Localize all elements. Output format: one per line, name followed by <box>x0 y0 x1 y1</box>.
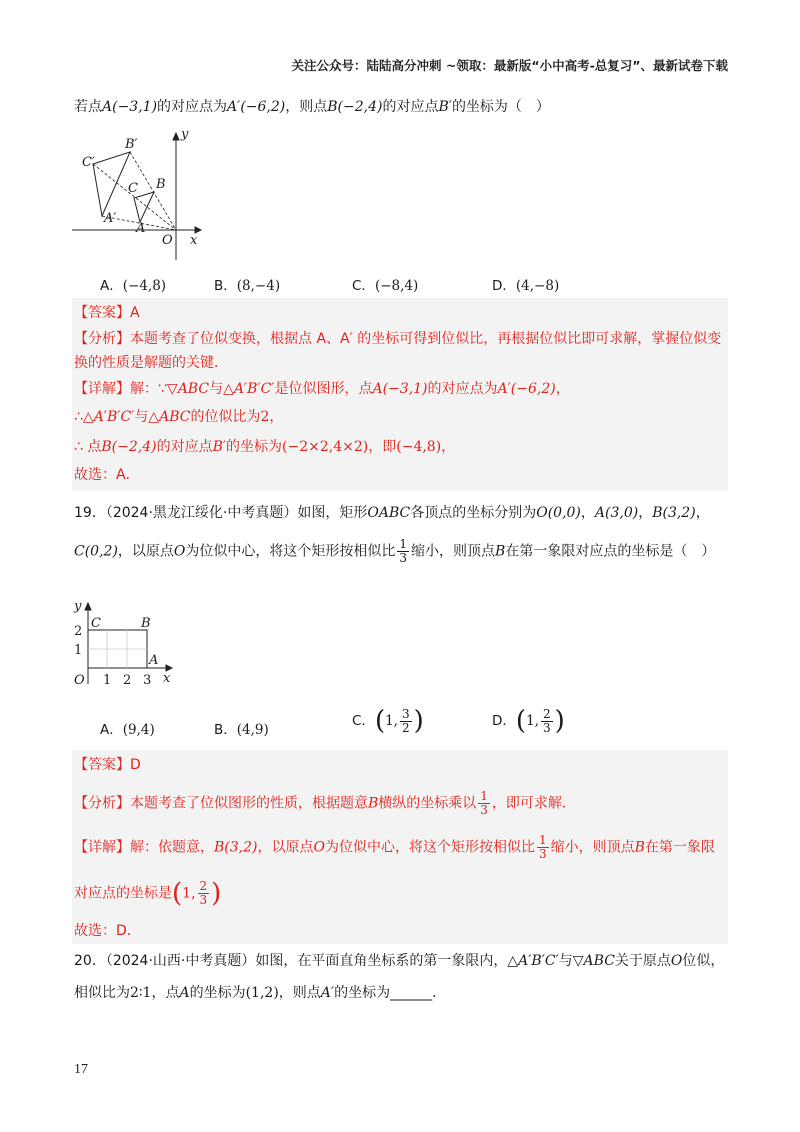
frac-num: 1 <box>538 833 547 847</box>
frac-num: 1 <box>480 789 488 803</box>
frac-num: 2 <box>542 706 551 721</box>
q19-choose: 故选：D． <box>74 923 141 939</box>
text: 故选： <box>74 467 116 483</box>
text: 与 <box>134 409 149 425</box>
q18-detail-line2 <box>74 406 728 428</box>
math: A(3,0) <box>594 505 639 521</box>
option-value: (−8,4) <box>374 278 419 294</box>
option-value: (8,−4) <box>236 278 281 294</box>
text: 的位似比为 <box>190 409 261 425</box>
text: ，即 <box>368 439 397 455</box>
q18-detail-line3 <box>74 436 728 458</box>
text: ∴ <box>74 409 83 425</box>
option-value: (9,4) <box>122 722 155 738</box>
math: △A′B′C′ <box>82 409 135 425</box>
detail-tag: 【详解】 <box>74 381 130 397</box>
math: (−4,8) <box>396 439 442 455</box>
text: 对应点的坐标是 <box>74 885 172 902</box>
label-cp: C′ <box>82 155 95 170</box>
option-letter: C． <box>352 278 375 294</box>
option-fraction <box>541 708 553 735</box>
text: ，即可求解． <box>491 795 576 812</box>
text: 缩小，则顶点 <box>550 839 635 856</box>
math: ▽ABC <box>572 953 615 969</box>
math: A <box>179 985 190 1001</box>
option-letter: A． <box>100 278 123 294</box>
q18-option-b <box>214 274 280 294</box>
q18-detail-line1 <box>74 378 728 400</box>
text: ． <box>432 985 447 1001</box>
fraction-one-third <box>478 790 490 817</box>
analysis-tag: 【分析】 <box>74 795 130 812</box>
text: ，则点 <box>278 985 321 1001</box>
math: B <box>495 543 506 560</box>
math: OABC <box>367 505 411 521</box>
page-number: 17 <box>74 1062 88 1077</box>
fraction-one-third <box>537 834 549 861</box>
math-point-ap: A′(−6,2) <box>227 99 286 115</box>
label-a: A <box>149 653 159 668</box>
text: ， <box>441 439 456 455</box>
math: B′ <box>212 439 227 455</box>
page-header: 关注公众号：陆陆高分冲刺 ~领取：最新版“小中高考-总复习”、最新试卷下载 <box>291 58 728 73</box>
text: 本题考查了位似图形的性质，根据题意 <box>130 795 368 812</box>
text: 的对应点 <box>156 439 213 455</box>
text: 与 <box>209 381 224 397</box>
math: B(3,2) <box>652 505 696 521</box>
text: 相似比为 <box>74 985 130 1001</box>
q19-option-b <box>214 718 269 738</box>
option-letter: D． <box>492 713 516 729</box>
text: 若点 <box>74 99 102 115</box>
label-o: O <box>162 233 173 248</box>
math: O(0,0) <box>536 505 581 521</box>
label-y: y <box>74 599 82 614</box>
text: 与 <box>558 953 573 969</box>
question-number: 20． <box>74 953 106 969</box>
answer-tag: 【答案】 <box>74 757 130 773</box>
q18-analysis-line1 <box>74 328 728 350</box>
analysis-text: 本题考查了位似变换，根据点 A、A′ 的坐标可得到位似比，再根据位似比即可求解，掌握位似变 <box>130 331 722 347</box>
label-o: O <box>74 673 85 688</box>
text: 的坐标为（ ） <box>451 99 550 115</box>
math: O <box>173 543 186 560</box>
frac-num: 2 <box>199 879 208 893</box>
label-bp: B′ <box>125 137 138 152</box>
text: ， <box>580 505 595 521</box>
detail-tag: 【详解】 <box>74 839 130 856</box>
triangle-abc <box>134 192 154 222</box>
text: 如图，在平面直角坐标系的第一象限内， <box>255 953 508 969</box>
label-a: A <box>136 221 146 236</box>
text: 解：∵ <box>130 381 167 397</box>
q18-answer <box>74 302 728 324</box>
text: 各顶点的坐标分别为 <box>410 505 537 521</box>
text: 缩小，则顶点 <box>411 543 496 560</box>
tick-2: 2 <box>74 624 83 639</box>
option-lead: 1, <box>526 713 539 729</box>
tick-x1: 1 <box>103 673 112 688</box>
q18-analysis-line2: 换的性质是解题的关键． <box>74 355 228 371</box>
option-value: (4,−8) <box>515 278 560 294</box>
option-fraction <box>400 708 412 735</box>
math: B(3,2) <box>214 839 258 856</box>
option-letter: B． <box>214 722 237 738</box>
q19-option-d: D．(1, $\frac{2}{3}$ ) <box>492 706 565 736</box>
label-x: x <box>163 671 171 686</box>
label-b: B <box>156 177 166 192</box>
frac-num: 3 <box>401 706 410 721</box>
label-b: B <box>141 616 151 631</box>
math: B <box>634 839 645 856</box>
math: △A′B′C′ <box>507 953 559 969</box>
text: ，以原点 <box>257 839 314 856</box>
math: O <box>670 953 683 969</box>
label-c: C <box>91 616 101 631</box>
text: 的对应点为 <box>157 99 228 115</box>
tick-1: 1 <box>74 643 83 658</box>
math: 2∶1 <box>130 985 152 1001</box>
question-number: 19． <box>74 505 106 521</box>
q19-option-a <box>100 718 155 738</box>
math: B(−2,4) <box>101 439 157 455</box>
label-y: y <box>181 128 189 142</box>
text: 为位似中心，将这个矩形按相似比 <box>185 543 396 560</box>
math-point-a: A(−3,1) <box>102 99 158 115</box>
math: △ABC <box>148 409 191 425</box>
text: 的坐标为 <box>226 439 283 455</box>
math-point-b: B(−2,4) <box>327 99 383 115</box>
math: 1, <box>182 885 196 902</box>
math: B <box>368 795 379 812</box>
q18-option-d <box>492 274 559 294</box>
label-c: C <box>128 181 138 196</box>
math: A(−3,1) <box>372 381 428 397</box>
q18-option-a <box>100 274 166 294</box>
text: A． <box>116 467 140 483</box>
text: 如图，矩形 <box>297 505 368 521</box>
text: 解：依题意， <box>130 839 214 856</box>
q19-analysis <box>74 790 728 817</box>
text: ， <box>269 409 284 425</box>
text: 是位似图形，点 <box>274 381 373 397</box>
text: ∴ 点 <box>74 439 102 455</box>
math: A′(−6,2) <box>497 381 556 397</box>
answer-value: D <box>130 757 141 773</box>
option-value: (−4,8) <box>122 278 167 294</box>
label-x: x <box>190 233 198 248</box>
text: ，则点 <box>285 99 328 115</box>
text: ， <box>695 505 710 521</box>
option-letter: B． <box>214 278 237 294</box>
text: 位似， <box>682 953 725 969</box>
q19-option-c: C．(1, $\frac{3}{2}$ ) <box>352 706 424 736</box>
text: ， <box>638 505 653 521</box>
q18-choose <box>74 464 728 486</box>
text: 为位似中心，将这个矩形按相似比 <box>324 839 535 856</box>
math: ▽ABC <box>166 381 210 397</box>
analysis-tag: 【分析】 <box>74 331 130 347</box>
text: 在第一象限对应点的坐标是（ ） <box>505 543 716 560</box>
q18-stem <box>74 96 728 118</box>
frac-den: 3 <box>399 551 408 565</box>
answer-value: A <box>130 305 140 321</box>
q19-stem-line2 <box>74 538 728 565</box>
triangle-apbpcp <box>93 152 130 216</box>
frac-den: 3 <box>480 803 488 817</box>
text: 关于原点 <box>614 953 671 969</box>
frac-den: 3 <box>542 720 551 735</box>
answer-tag: 【答案】 <box>74 305 130 321</box>
question-source: （2024·黑龙江绥化·中考真题） <box>105 505 298 521</box>
frac-den: 3 <box>538 847 547 861</box>
math: △A′B′C′ <box>223 381 275 397</box>
y-arrow <box>173 133 179 140</box>
frac-num: 1 <box>399 537 408 551</box>
math: C(0,2) <box>74 543 118 560</box>
q19-answer <box>74 754 728 776</box>
text: 在第一象限 <box>644 839 715 856</box>
option-letter: C． <box>352 713 375 729</box>
option-letter: D． <box>492 278 516 294</box>
tick-x3: 3 <box>143 673 152 688</box>
text: ，以原点 <box>117 543 174 560</box>
tick-x2: 2 <box>123 673 132 688</box>
text: 横纵的坐标乘以 <box>378 795 477 812</box>
q18-option-c <box>352 274 418 294</box>
q20-stem-line2 <box>74 982 728 1004</box>
frac-den: 3 <box>199 893 208 907</box>
option-value: (4,9) <box>236 722 269 738</box>
text: 的坐标为 <box>189 985 246 1001</box>
math: A′ <box>320 985 335 1001</box>
math: 2 <box>260 409 270 425</box>
text: ，点 <box>151 985 180 1001</box>
y-arrow <box>85 603 91 610</box>
q19-figure <box>70 598 180 690</box>
label-ap: A′ <box>104 211 117 226</box>
frac-den: 2 <box>401 720 410 735</box>
answer-blank[interactable]: ______ <box>390 985 433 1001</box>
math: (−2×2,4×2) <box>282 439 369 455</box>
q20-stem-line1 <box>74 950 728 972</box>
math-point-bp: B′ <box>438 99 452 115</box>
text: ， <box>555 381 570 397</box>
q18-figure <box>70 128 210 263</box>
math: O <box>313 839 325 856</box>
fraction-two-thirds <box>198 880 210 907</box>
option-letter: A． <box>100 722 123 738</box>
option-lead: 1, <box>385 713 398 729</box>
text: 的对应点为 <box>427 381 498 397</box>
fraction-one-third <box>397 538 409 565</box>
math: (1,2) <box>245 985 279 1001</box>
text: 的坐标为 <box>334 985 391 1001</box>
q19-detail-line2: 对应点的坐标是(1, $\frac{2}{3}$ ) <box>74 878 222 909</box>
q19-stem-line1 <box>74 502 728 524</box>
question-source: （2024·山西·中考真题） <box>105 953 256 969</box>
text: 的对应点 <box>382 99 439 115</box>
q19-detail-line1 <box>74 834 728 861</box>
